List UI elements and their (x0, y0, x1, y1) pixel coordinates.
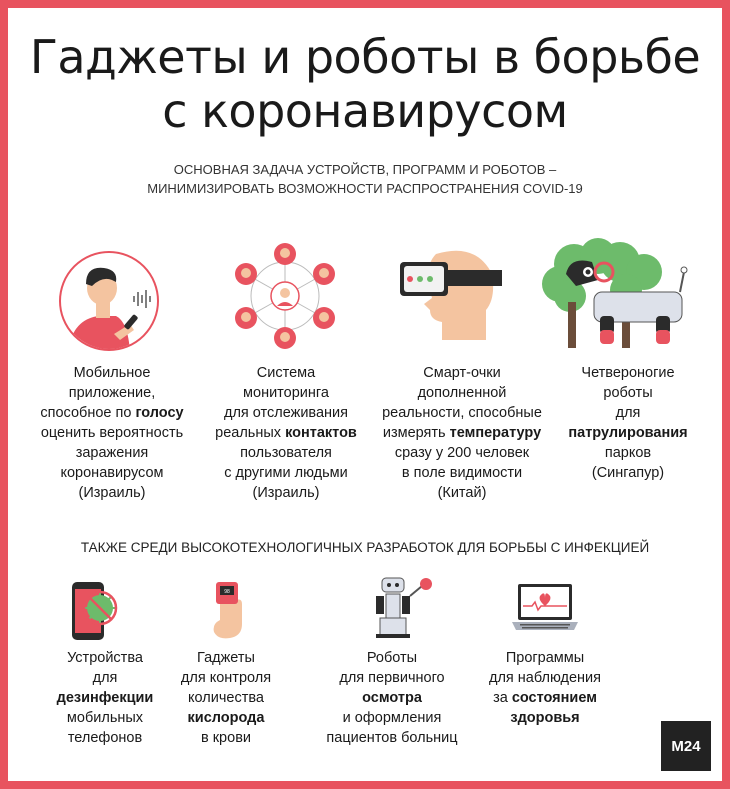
caption-line: (Китай) (437, 485, 487, 501)
caption-line: и оформления (342, 710, 442, 726)
caption-emphasis: дезинфекции (56, 690, 154, 706)
caption-emphasis: голосу (135, 405, 184, 421)
caption-line (312, 688, 472, 708)
caption-line: телефонов (67, 730, 143, 746)
caption-oxygen-gadgets (146, 648, 306, 748)
caption-line: способное по голосу (40, 405, 184, 421)
caption-line: заражения (75, 445, 149, 461)
caption-line: в поле видимости (401, 465, 523, 481)
caption-line: мониторинга (243, 385, 329, 401)
caption-line: мобильных (66, 710, 144, 726)
caption-line: Система (256, 365, 316, 381)
caption-line: пациентов больниц (326, 730, 458, 746)
caption-line: за состоянием (493, 690, 597, 706)
caption-line: пользователя (240, 445, 332, 461)
laptop-heartbeat-icon (510, 582, 580, 636)
caption-line: количества (188, 690, 264, 706)
smart-glasses-icon (396, 244, 506, 344)
caption-line: Гаджеты (197, 650, 255, 666)
caption-line: парков (604, 445, 652, 461)
caption-emphasis: кислорода (187, 710, 265, 726)
caption-line: для первичного (339, 670, 445, 686)
caption-line: оценить вероятность (40, 425, 184, 441)
caption-line: Устройства (67, 650, 143, 666)
caption-line: для контроля (180, 670, 272, 686)
caption-line: сразу у 200 человек (394, 445, 530, 461)
caption-line (470, 708, 620, 728)
contact-network-icon (228, 240, 342, 352)
title-line-1: Гаджеты и роботы в борьбе (29, 30, 701, 84)
pulse-oximeter-icon (208, 578, 248, 640)
caption-exam-robots (312, 648, 472, 748)
caption-emphasis: патрулирования (568, 425, 688, 441)
subtitle (0, 160, 730, 198)
caption-line: для (92, 670, 118, 686)
caption-emphasis: контактов (285, 425, 357, 441)
caption-emphasis: здоровья (510, 710, 580, 726)
phone-voice-person-icon (58, 250, 160, 352)
caption-line (548, 423, 708, 443)
subtitle-line-1: ОСНОВНАЯ ЗАДАЧА УСТРОЙСТВ, ПРОГРАММ И РОБОТОВ – (173, 162, 557, 177)
caption-emphasis: состоянием (511, 690, 597, 706)
quadruped-robot-icon (540, 232, 690, 350)
caption-line: (Сингапур) (591, 465, 665, 481)
caption-smart-glasses (370, 363, 554, 503)
caption-line: для отслеживания (223, 405, 348, 421)
caption-line: Смарт-очки (423, 365, 501, 381)
caption-line: для наблюдения (488, 670, 602, 686)
caption-line: Роботы (366, 650, 418, 666)
title-line-2: с коронавирусом (162, 84, 568, 138)
medical-robot-icon (368, 574, 438, 640)
caption-health-programs (470, 648, 620, 728)
caption-contact-monitoring (196, 363, 376, 503)
caption-line: измерять температуру (382, 425, 542, 441)
m24-logo: M24 (661, 721, 711, 771)
caption-line: дополненной (417, 385, 507, 401)
svg-text:98: 98 (224, 589, 230, 595)
caption-line: с другими людьми (224, 465, 348, 481)
caption-mobile-app (22, 363, 202, 503)
caption-line: Программы (505, 650, 585, 666)
caption-line: роботы (603, 385, 653, 401)
caption-line: в крови (200, 730, 251, 746)
caption-quadruped-robots (548, 363, 708, 483)
caption-line: реальности, способные (382, 405, 542, 421)
caption-line: приложение, (68, 385, 156, 401)
caption-line: коронавирусом (60, 465, 164, 481)
page-title (0, 30, 730, 138)
section-heading: ТАКЖЕ СРЕДИ ВЫСОКОТЕХНОЛОГИЧНЫХ РАЗРАБОТОК ДЛЯ БОРЬБЫ С ИНФЕКЦИЕЙ (80, 540, 650, 555)
caption-line: Мобильное (73, 365, 151, 381)
caption-emphasis: осмотра (362, 690, 422, 706)
caption-emphasis: температуру (449, 425, 542, 441)
caption-line (146, 708, 306, 728)
caption-line: для (615, 405, 641, 421)
caption-line: реальных контактов (215, 425, 357, 441)
subtitle-line-2: МИНИМИЗИРОВАТЬ ВОЗМОЖНОСТИ РАСПРОСТРАНЕНИЯ COVID-19 (147, 181, 583, 196)
caption-line: (Израиль) (78, 485, 146, 501)
caption-line: (Израиль) (252, 485, 320, 501)
phone-disinfection-icon (70, 580, 126, 642)
caption-line: Четвероногие (581, 365, 675, 381)
